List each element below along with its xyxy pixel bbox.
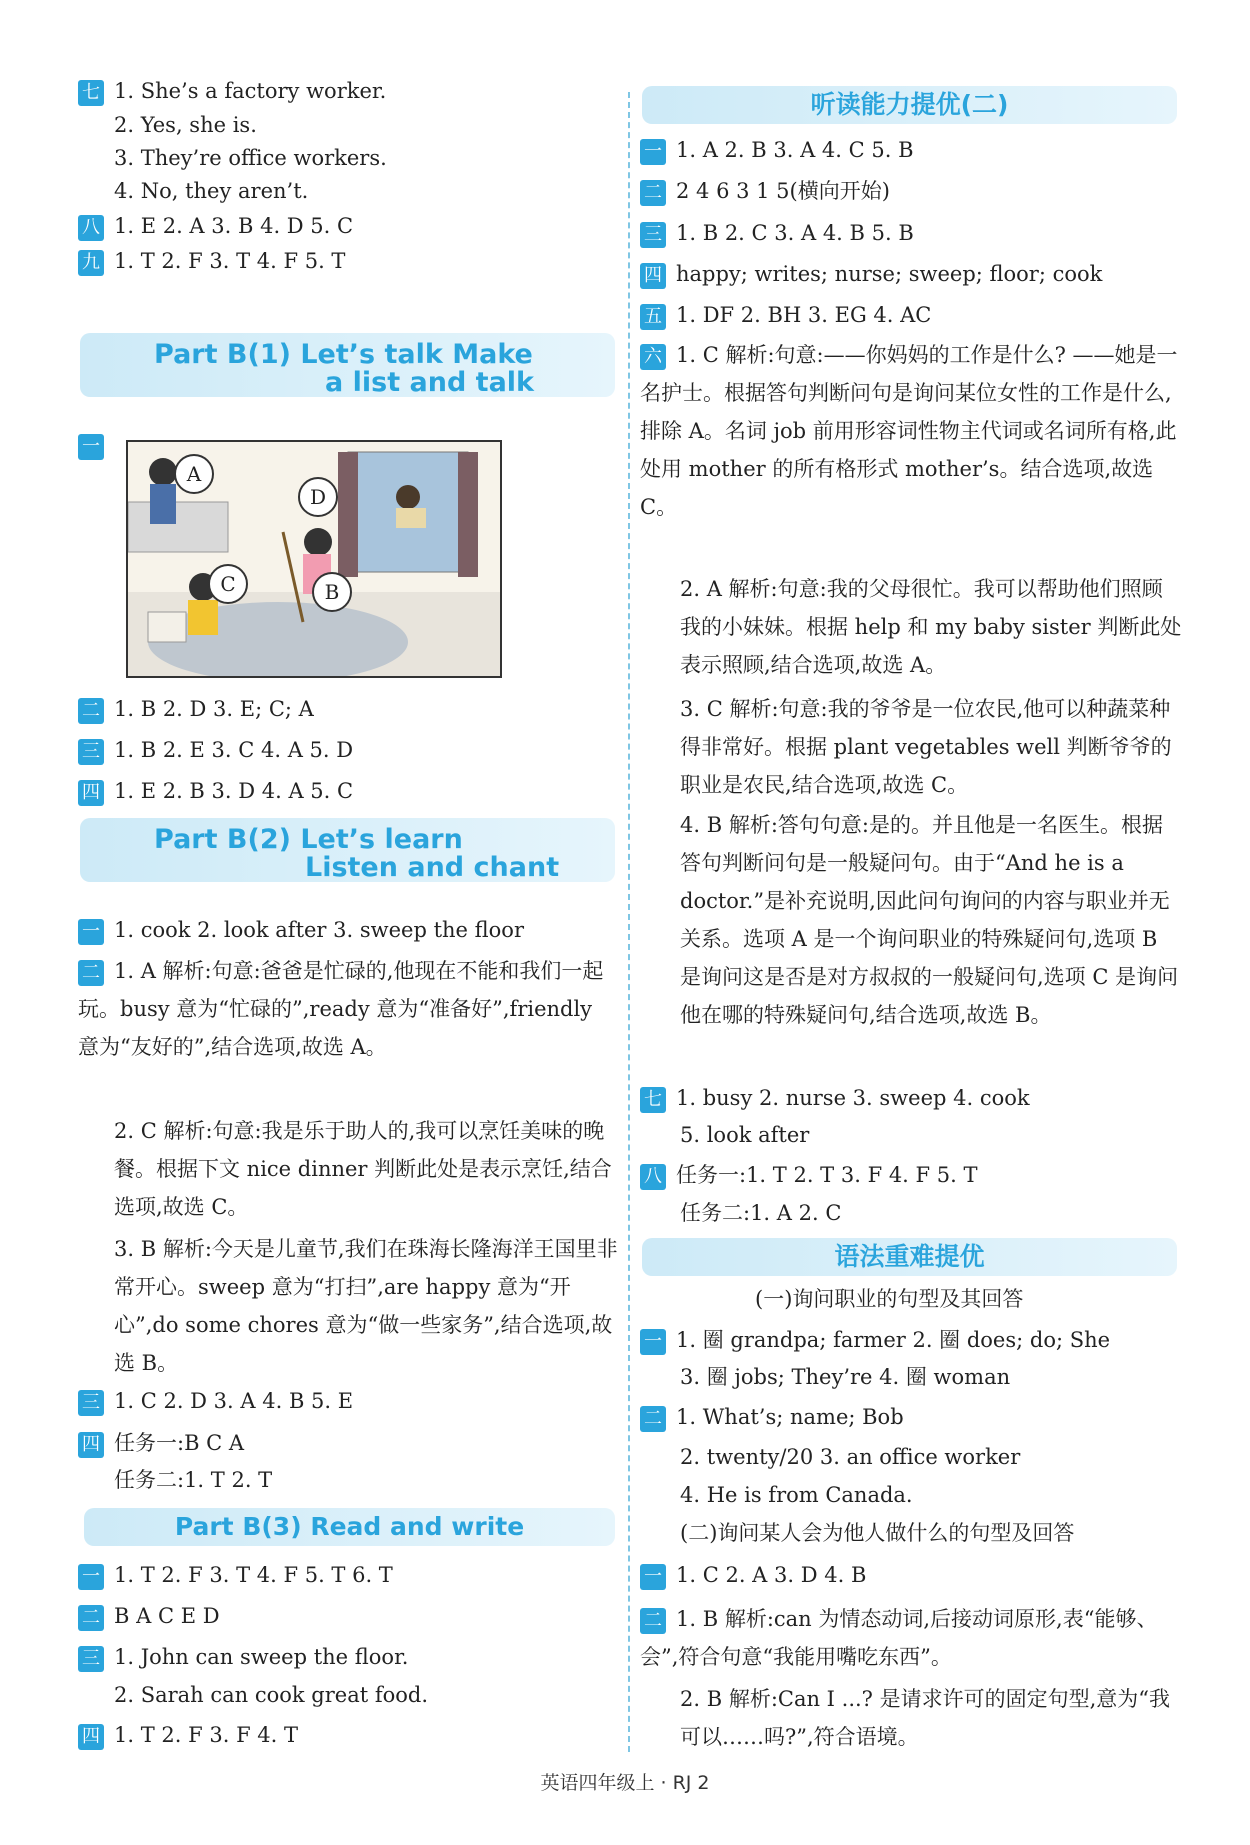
b3-section-1: 一 1. T 2. F 3. T 4. F 5. T 6. T	[78, 1560, 393, 1590]
r-section-8-task1: 八 任务一:1. T 2. T 3. F 4. F 5. T	[640, 1160, 978, 1190]
label-c: C	[208, 564, 248, 604]
label-b: B	[312, 572, 352, 612]
r-section-6-p4: 4. B 解析:答句句意:是的。并且他是一名医生。根据答句判断问句是一般疑问句。由于“And he is a doctor.”是补充说明,因此问句询问的内容与职业并无关系。选项 A 是一个询问职业的特殊疑问句,选项 B 是询问这是否是对方叔叔的一般疑问句,选项 C 是询问他在哪的特殊疑问句,结合选项,故选 B。	[680, 813, 1179, 1027]
section-7-item-2: 2. Yes, she is.	[114, 113, 257, 137]
r-section-6-p1: 六 1. C 解析:句意:——你妈妈的工作是什么? ——她是一名护士。根据答句判断问句是询问某位女性的工作是什么,排除 A。名词 job 前用形容词性物主代词或名词所有格,此处用 mother 的所有格形式 mother’s。结合选项,故选 C。	[640, 343, 1178, 519]
b1-section-3: 三 1. B 2. E 3. C 4. A 5. D	[78, 735, 353, 765]
r-section-2: 二 2 4 6 3 1 5(横向开始)	[640, 176, 890, 206]
r-section-5: 五 1. DF 2. BH 3. EG 4. AC	[640, 300, 931, 330]
picture-section-tag: 一	[78, 430, 114, 460]
section-8: 八 1. E 2. A 3. B 4. D 5. C	[78, 211, 353, 241]
r-section-3: 三 1. B 2. C 3. A 4. B 5. B	[640, 218, 914, 248]
g2-section-2-p1: 二 1. B 解析:can 为情态动词,后接动词原形,表“能够、会”,符合句意“我能用嘴吃东西”。	[640, 1607, 1158, 1669]
page-footer: 英语四年级上 · RJ 2	[540, 1772, 710, 1794]
b3-section-4: 四 1. T 2. F 3. F 4. T	[78, 1720, 298, 1750]
r-section-4: 四 happy; writes; nurse; sweep; floor; cook	[640, 259, 1102, 289]
g1-section-1-l1: 一 1. 圈 grandpa; farmer 2. 圈 does; do; She	[640, 1325, 1110, 1355]
g1-section-2-l3: 4. He is from Canada.	[680, 1483, 913, 1507]
banner-part-b3: Part B(3) Read and write	[84, 1508, 615, 1546]
b3-section-2: 二 B A C E D	[78, 1601, 220, 1631]
grammar-2-title: (二)询问某人会为他人做什么的句型及回答	[680, 1521, 1075, 1545]
b1-section-2: 二 1. B 2. D 3. E; C; A	[78, 694, 314, 724]
g1-section-1-l2: 3. 圈 jobs; They’re 4. 圈 woman	[680, 1365, 1011, 1389]
grammar-1-title: (一)询问职业的句型及其回答	[755, 1287, 1024, 1311]
b2-section-2-p3: 3. B 解析:今天是儿童节,我们在珠海长隆海洋王国里非常开心。sweep 意为“打扫”,are happy 意为“开心”,do some chores 意为“做一些家务”,结合选项,故选 B。	[114, 1237, 618, 1375]
b2-section-4-task2: 任务二:1. T 2. T	[114, 1468, 273, 1492]
g2-section-2-p2: 2. B 解析:Can I ...? 是请求许可的固定句型,意为“我可以……吗?”,符合语境。	[680, 1687, 1171, 1749]
b2-section-2-p1: 二 1. A 解析:句意:爸爸是忙碌的,他现在不能和我们一起玩。busy 意为“忙碌的”,ready 意为“准备好”,friendly 意为“友好的”,结合选项,故选 A。	[78, 959, 604, 1059]
g1-section-2-l1: 二 1. What’s; name; Bob	[640, 1402, 904, 1432]
b3-section-3-l1: 三 1. John can sweep the floor.	[78, 1642, 408, 1672]
r-section-7-l1: 七 1. busy 2. nurse 3. sweep 4. cook	[640, 1083, 1030, 1113]
g1-section-2-l2: 2. twenty/20 3. an office worker	[680, 1445, 1021, 1469]
banner-grammar: 语法重难提优	[642, 1238, 1177, 1276]
b3-section-3-l2: 2. Sarah can cook great food.	[114, 1683, 429, 1707]
r-section-1: 一 1. A 2. B 3. A 4. C 5. B	[640, 135, 914, 165]
b2-section-3: 三 1. C 2. D 3. A 4. B 5. E	[78, 1386, 353, 1416]
g2-section-1: 一 1. C 2. A 3. D 4. B	[640, 1560, 866, 1590]
section-tag: 七	[78, 80, 104, 106]
section-tag: 九	[78, 250, 104, 276]
r-section-6-p3: 3. C 解析:句意:我的爷爷是一位农民,他可以种蔬菜种得非常好。根据 plant vegetables well 判断爷爷的职业是农民,结合选项,故选 C。	[680, 697, 1172, 797]
banner-listening: 听读能力提优(二)	[642, 86, 1177, 124]
r-section-8-task2: 任务二:1. A 2. C	[680, 1201, 842, 1225]
b2-section-2-p2: 2. C 解析:句意:我是乐于助人的,我可以烹饪美味的晚餐。根据下文 nice dinner 判断此处是表示烹饪,结合选项,故选 C。	[114, 1119, 612, 1219]
label-a: A	[174, 454, 214, 494]
banner-part-b1: Part B(1) Let’s talk Make a list and talk	[80, 333, 615, 397]
r-section-7-l2: 5. look after	[680, 1123, 810, 1147]
section-tag: 八	[78, 215, 104, 241]
banner-part-b2: Part B(2) Let’s learn Listen and chant	[80, 818, 615, 882]
illustration-household-chores	[126, 440, 502, 678]
section-9: 九 1. T 2. F 3. T 4. F 5. T	[78, 246, 345, 276]
b2-section-1: 一 1. cook 2. look after 3. sweep the floor	[78, 915, 524, 945]
column-divider	[628, 92, 630, 1752]
section-7-item-4: 4. No, they aren’t.	[114, 179, 309, 203]
r-section-6-p2: 2. A 解析:句意:我的父母很忙。我可以帮助他们照顾我的小妹妹。根据 help 和 my baby sister 判断此处表示照顾,结合选项,故选 A。	[680, 577, 1182, 677]
label-d: D	[298, 477, 338, 517]
b2-section-4-task1: 四 任务一:B C A	[78, 1428, 244, 1458]
section-7-item-3: 3. They’re office workers.	[114, 146, 387, 170]
b1-section-4: 四 1. E 2. B 3. D 4. A 5. C	[78, 776, 353, 806]
section-7-item-1: 七 1. She’s a factory worker.	[78, 76, 386, 106]
